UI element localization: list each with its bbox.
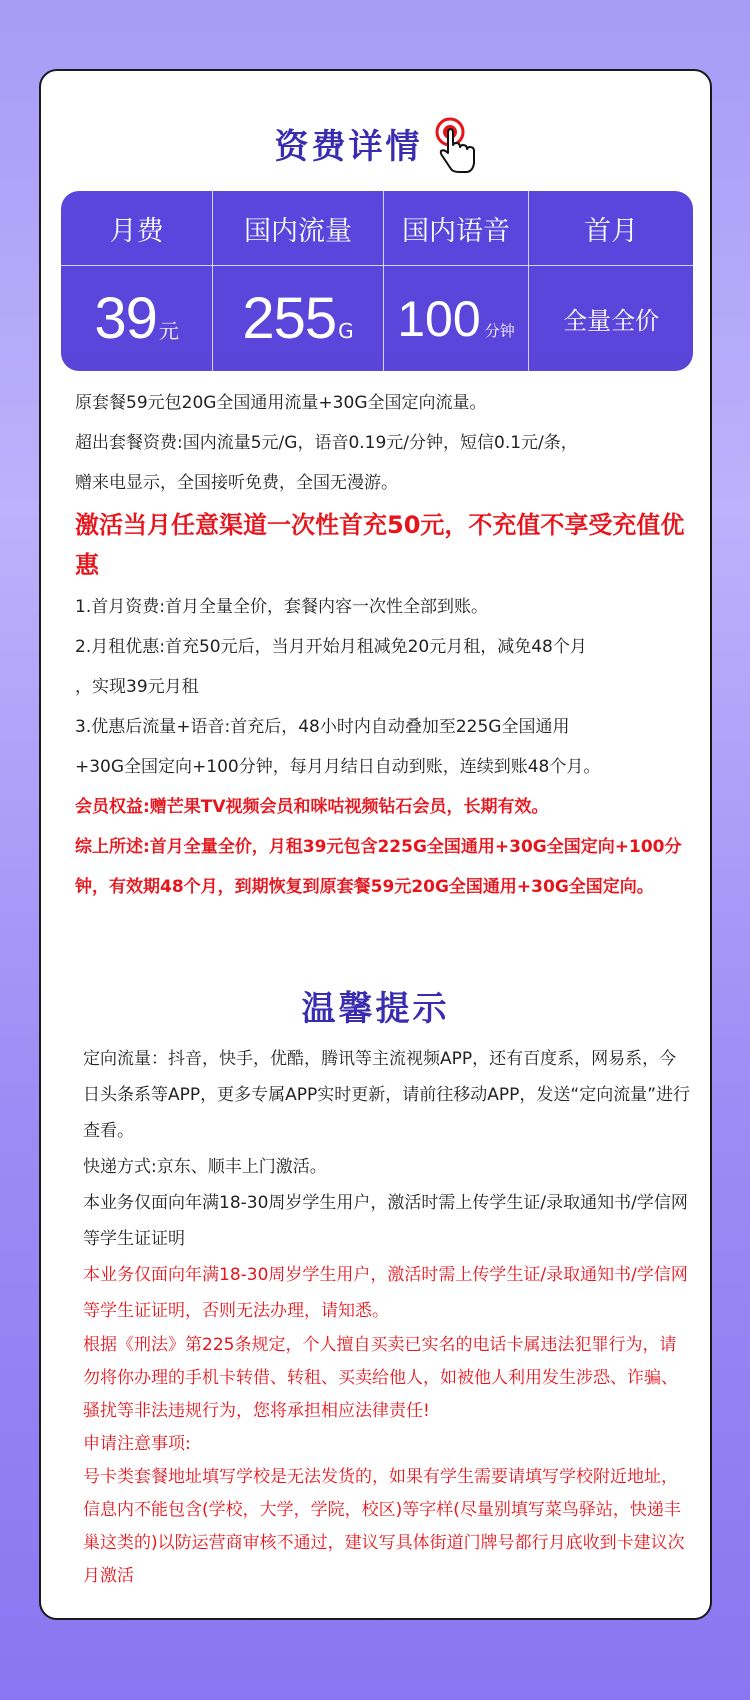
page-title: 资费详情 — [274, 126, 423, 167]
header-monthly-fee: 月费 — [61, 191, 213, 266]
recharge-highlight: 激活当月任意渠道一次性首充50元，不充值不享受充值优惠 — [75, 511, 685, 579]
tips-title: 温馨提示 — [301, 989, 450, 1029]
tip-notice: 号卡类套餐地址填写学校是无法发货的，如果有学生需要请填写学校附近地址，信息内不能包含(学校，大学，学院，校区)等字样(尽量别填写菜鸟驿站，快递丰巢这类的)以防运营商审核不通过，建议写具体街道门牌号都行月底收到卡建议次月激活 — [83, 1467, 685, 1586]
price-table — [61, 191, 693, 371]
voice-value: 100 — [397, 290, 481, 347]
tip-law-warning: 根据《刑法》第225条规定，个人擅自买卖已实名的电话卡属违法犯罪行为，请勿将你办理的手机卡转借、转租、买卖给他人，如被他人利用发生涉恐、诈骗、骚扰等非法违规行为，您将承担相应法律责任! — [83, 1335, 678, 1421]
voice-cell — [383, 266, 528, 372]
tip-delivery: 快递方式:京东、顺丰上门激活。 — [83, 1157, 327, 1177]
monthly-fee-cell — [61, 266, 213, 372]
detail-card — [39, 69, 712, 1620]
data-cell — [213, 266, 384, 372]
detail-line: 2.月租优惠:首充50元后，当月开始月租减免20元月租，减免48个月 — [75, 637, 587, 657]
tip-directed-traffic: 定向流量：抖音，快手，优酷，腾讯等主流视频APP，还有百度系，网易系，今日头条系等APP，更多专属APP实时更新，请前往移动APP，发送“定向流量”进行查看。 — [83, 1049, 691, 1141]
tips-section — [83, 1041, 690, 1593]
detail-line: 1.首月资费:首月全量全价，套餐内容一次性全部到账。 — [75, 597, 488, 617]
tip-student-warning: 本业务仅面向年满18-30周岁学生用户，激活时需上传学生证/录取通知书/学信网等学生证证明，否则无法办理，请知悉。 — [83, 1265, 688, 1321]
member-benefits: 会员权益:赠芒果TV视频会员和咪咕视频钻石会员，长期有效。 — [75, 797, 549, 817]
detail-line: +30G全国定向+100分钟，每月月结日自动到账，连续到账48个月。 — [75, 757, 601, 777]
data-value: 255 — [242, 286, 337, 351]
tip-student: 本业务仅面向年满18-30周岁学生用户，激活时需上传学生证/录取通知书/学信网等学生证证明 — [83, 1193, 688, 1249]
summary: 综上所述:首月全量全价，月租39元包含225G全国通用+30G全国定向+100分钟，有效期48个月，到期恢复到原套餐59元20G全国通用+30G全国定向。 — [75, 837, 682, 897]
detail-line: ，实现39元月租 — [75, 677, 199, 697]
first-month-value: 全量全价 — [563, 307, 660, 335]
detail-line: 3.优惠后流量+语音:首充后，48小时内自动叠加至225G全国通用 — [75, 717, 570, 737]
detail-line: 超出套餐资费:国内流量5元/G，语音0.19元/分钟，短信0.1元/条， — [75, 433, 578, 453]
header-domestic-voice: 国内语音 — [383, 191, 528, 266]
monthly-fee-value: 39 — [94, 286, 157, 351]
title-row — [41, 113, 710, 173]
header-domestic-data: 国内流量 — [213, 191, 384, 266]
monthly-fee-unit: 元 — [158, 319, 179, 343]
detail-line: 赠来电显示，全国接听免费，全国无漫游。 — [75, 473, 398, 493]
detail-line: 原套餐59元包20G全国通用流量+30G全国定向流量。 — [75, 393, 487, 413]
click-hand-icon — [433, 115, 477, 175]
tip-notice-title: 申请注意事项: — [83, 1434, 191, 1454]
voice-unit: 分钟 — [484, 321, 515, 340]
header-first-month: 首月 — [529, 191, 693, 266]
first-month-cell — [529, 266, 693, 372]
package-details — [75, 383, 696, 907]
data-unit: G — [338, 319, 354, 343]
